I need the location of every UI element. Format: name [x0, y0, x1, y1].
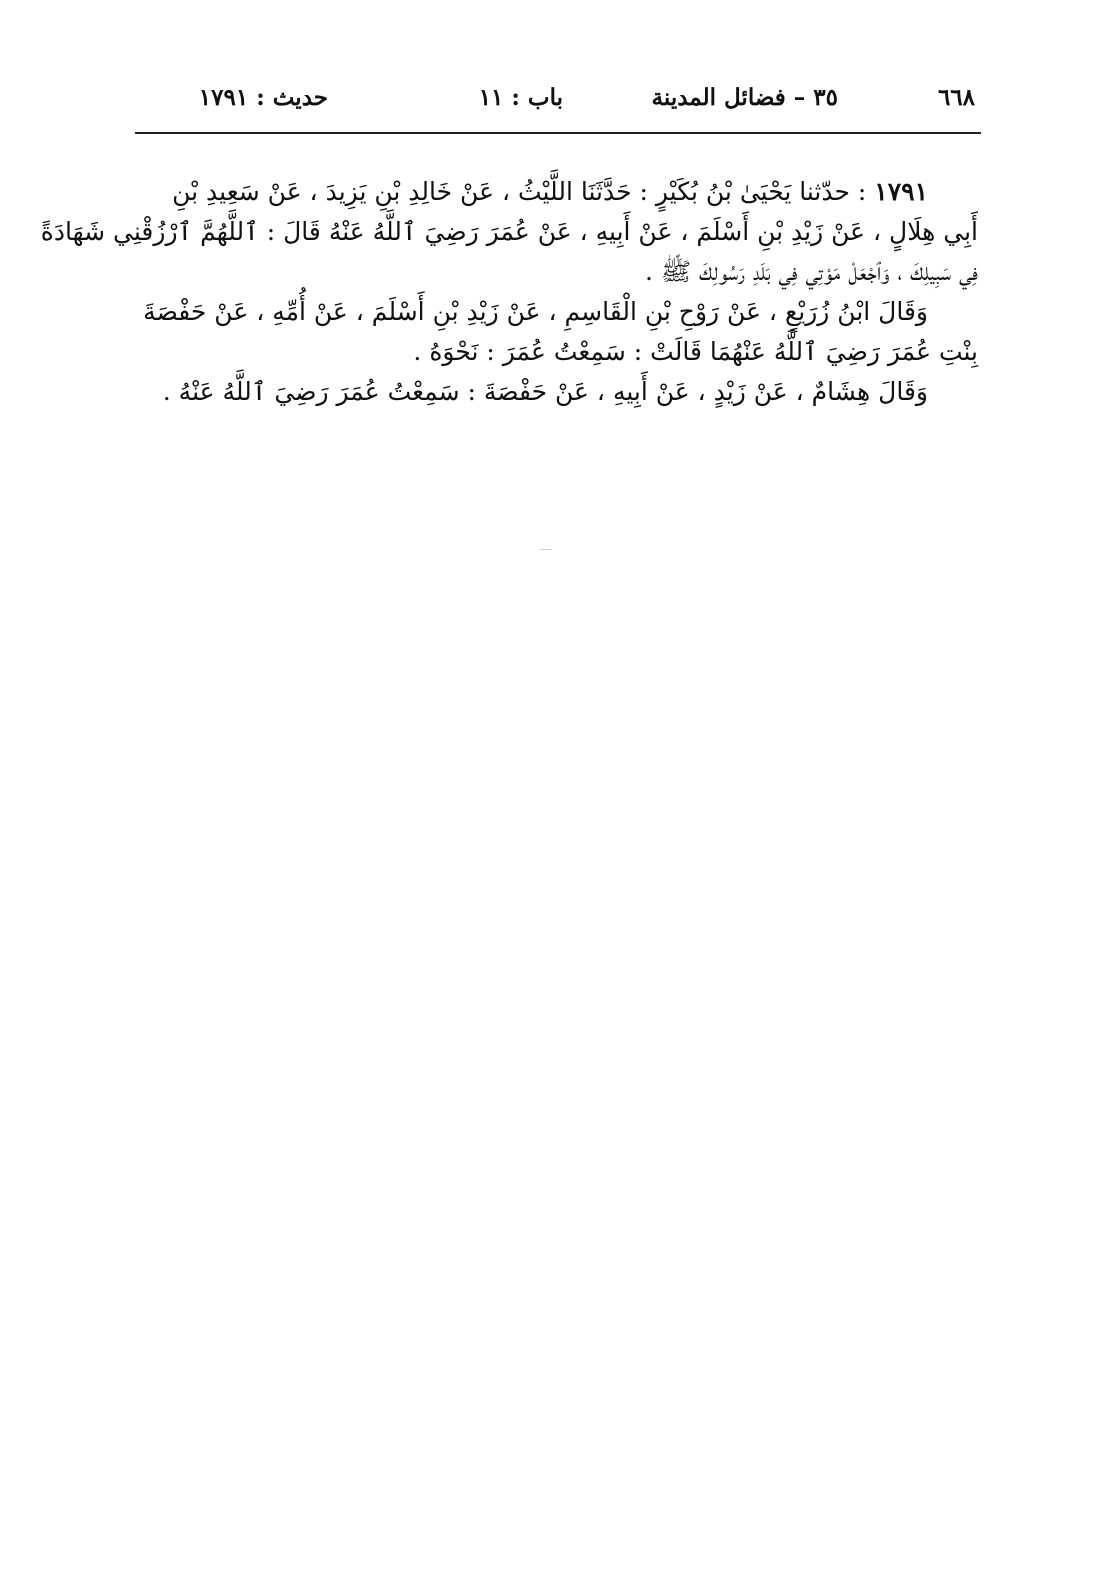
- running-header: [135, 80, 983, 120]
- book-title: ٣٥ – فضائل المدينة: [651, 84, 838, 111]
- narration-2-line-2: بِنْتِ عُمَرَ رَضِيَ ٱللَّهُ عَنْهُمَا قَالَتْ : سَمِعْتُ عُمَرَ : نَحْوَهُ .: [413, 337, 978, 366]
- hadith-line-2: أَبِي هِلَالٍ ، عَنْ زَيْدِ بْنِ أَسْلَمَ ، عَنْ أَبِيهِ ، عَنْ عُمَرَ رَضِيَ ٱللَّهُ عَنْهُ قَالَ : ٱللَّهُمَّ ٱرْزُقْنِي شَهَادَةً: [40, 217, 978, 246]
- hadith-text: [40, 172, 978, 412]
- header-divider: [135, 132, 981, 134]
- narration-3-line-1: وَقَالَ هِشَامٌ ، عَنْ زَيْدٍ ، عَنْ أَبِيهِ ، عَنْ حَفْصَةَ : سَمِعْتُ عُمَرَ رَضِيَ ٱللَّهُ عَنْهُ .: [162, 377, 928, 406]
- hadith-line-1-text: : حدّثنا يَحْيَىٰ بْنُ بُكَيْرٍ : حَدَّثَنَا اللَّيْثُ ، عَنْ خَالِدِ بْنِ يَزِيدَ ، عَنْ سَعِيدِ بْنِ: [172, 177, 875, 206]
- hadith-reference: حديث : ١٧٩١: [198, 84, 328, 111]
- page-number: ٦٦٨: [937, 84, 975, 111]
- hadith-line-3: فِي سَبِيلِكَ ، وَٱجْعَلْ مَوْتِي فِي بَلَدِ رَسُولِكَ ﷺ .: [644, 257, 978, 286]
- hadith-number: ١٧٩١: [874, 177, 928, 206]
- hadith-line-1: [136, 172, 978, 212]
- chapter-number: باب : ١١: [478, 84, 563, 111]
- narration-2-line-1: وَقَالَ ابْنُ زُرَيْعٍ ، عَنْ رَوْحِ بْنِ الْقَاسِمِ ، عَنْ زَيْدِ بْنِ أَسْلَمَ ، عَنْ أُمِّهِ ، عَنْ حَفْصَةَ: [143, 297, 928, 326]
- scan-speck: [540, 549, 552, 550]
